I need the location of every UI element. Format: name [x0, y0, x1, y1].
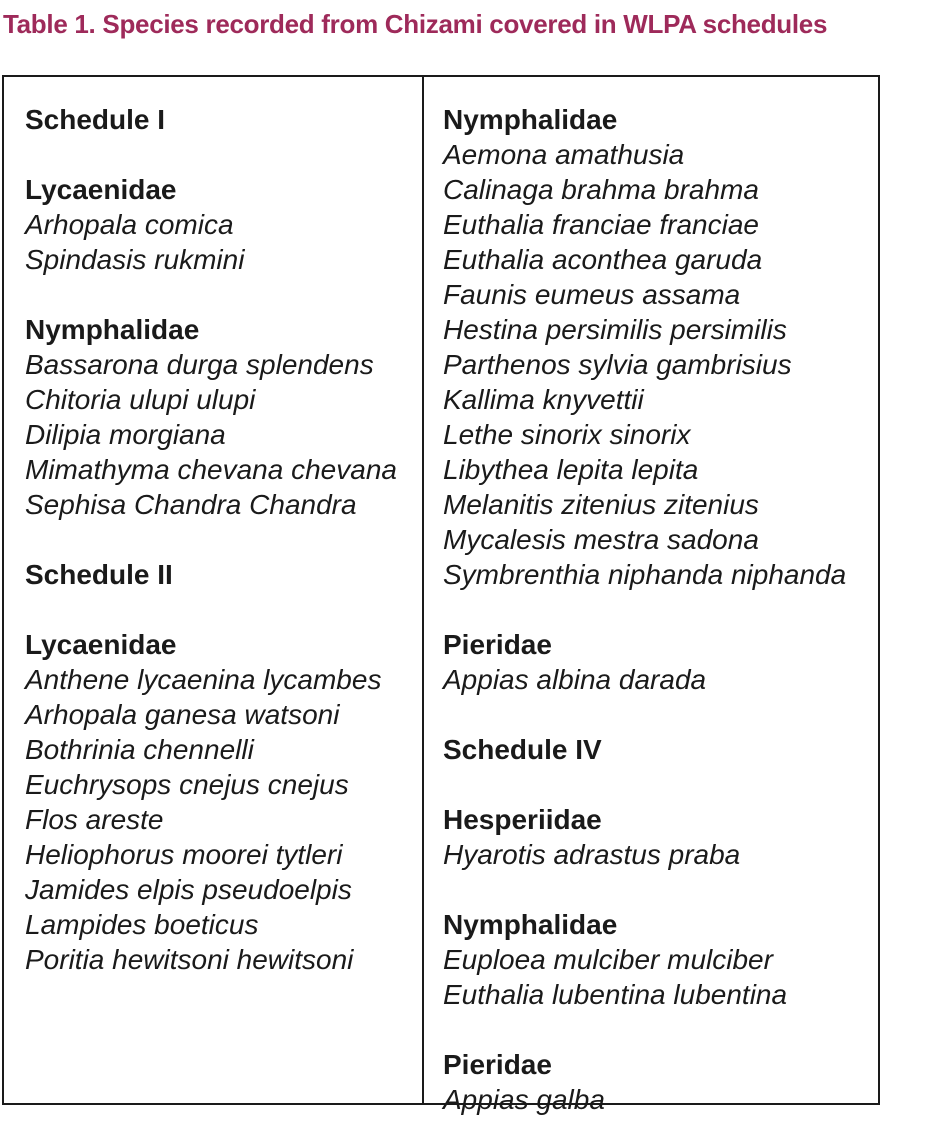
family-group	[25, 172, 410, 277]
schedule-header: Schedule I	[25, 104, 166, 135]
schedule-header: Schedule II	[25, 559, 173, 590]
schedule-section-1	[25, 102, 410, 137]
species-name: Mimathyma chevana chevana	[25, 454, 397, 485]
species-name: Euthalia aconthea garuda	[443, 244, 763, 275]
species-name: Bassarona durga splendens	[25, 349, 374, 380]
family-header: Hesperiidae	[443, 804, 602, 835]
species-name: Chitoria ulupi ulupi	[25, 384, 256, 415]
species-name: Calinaga brahma brahma	[443, 174, 759, 205]
species-name: Euchrysops cnejus cnejus	[25, 769, 349, 800]
table-column-right	[424, 77, 878, 1115]
species-name: Spindasis rukmini	[25, 244, 245, 275]
species-name: Kallima knyvettii	[443, 384, 644, 415]
table-caption: Table 1. Species recorded from Chizami covered in WLPA schedules	[3, 9, 828, 39]
species-name: Appias albina darada	[443, 664, 707, 695]
family-header: Nymphalidae	[443, 104, 618, 135]
species-name: Arhopala ganesa watsoni	[25, 699, 340, 730]
species-name: Lethe sinorix sinorix	[443, 419, 691, 450]
family-header: Pieridae	[443, 629, 552, 660]
species-name: Sephisa Chandra Chandra	[25, 489, 357, 520]
species-table	[2, 75, 880, 1115]
species-name: Aemona amathusia	[443, 139, 685, 170]
species-name: Anthene lycaenina lycambes	[25, 664, 382, 695]
family-group	[443, 1047, 866, 1117]
species-name: Symbrenthia niphanda niphanda	[443, 559, 847, 590]
species-name: Parthenos sylvia gambrisius	[443, 349, 792, 380]
family-group	[25, 627, 410, 977]
species-name: Melanitis zitenius zitenius	[443, 489, 759, 520]
species-name: Arhopala comica	[25, 209, 234, 240]
species-name: Euthalia lubentina lubentina	[443, 979, 788, 1010]
species-name: Euploea mulciber mulciber	[443, 944, 773, 975]
family-header: Nymphalidae	[443, 909, 618, 940]
family-group	[443, 102, 866, 592]
family-group	[25, 312, 410, 522]
family-header: Nymphalidae	[25, 314, 200, 345]
species-name: Faunis eumeus assama	[443, 279, 741, 310]
family-group	[443, 907, 866, 1012]
family-header: Lycaenidae	[25, 629, 177, 660]
species-name: Poritia hewitsoni hewitsoni	[25, 944, 354, 975]
species-name: Dilipia morgiana	[25, 419, 226, 450]
schedule-section-4	[443, 732, 866, 767]
species-name: Bothrinia chennelli	[25, 734, 254, 765]
species-name: Hyarotis adrastus praba	[443, 839, 741, 870]
species-name: Jamides elpis pseudoelpis	[25, 874, 352, 905]
species-name: Lampides boeticus	[25, 909, 259, 940]
species-name: Euthalia franciae franciae	[443, 209, 759, 240]
family-header: Lycaenidae	[25, 174, 177, 205]
family-group	[443, 802, 866, 872]
species-name: Flos areste	[25, 804, 164, 835]
table-column-left	[4, 77, 424, 1103]
schedule-header: Schedule IV	[443, 734, 602, 765]
species-name: Heliophorus moorei tytleri	[25, 839, 343, 870]
species-name: Hestina persimilis persimilis	[443, 314, 787, 345]
schedule-section-2	[25, 557, 410, 592]
species-name: Mycalesis mestra sadona	[443, 524, 759, 555]
family-header: Pieridae	[443, 1049, 552, 1080]
family-group	[443, 627, 866, 697]
species-name: Libythea lepita lepita	[443, 454, 699, 485]
species-name: Appias galba	[443, 1084, 605, 1115]
